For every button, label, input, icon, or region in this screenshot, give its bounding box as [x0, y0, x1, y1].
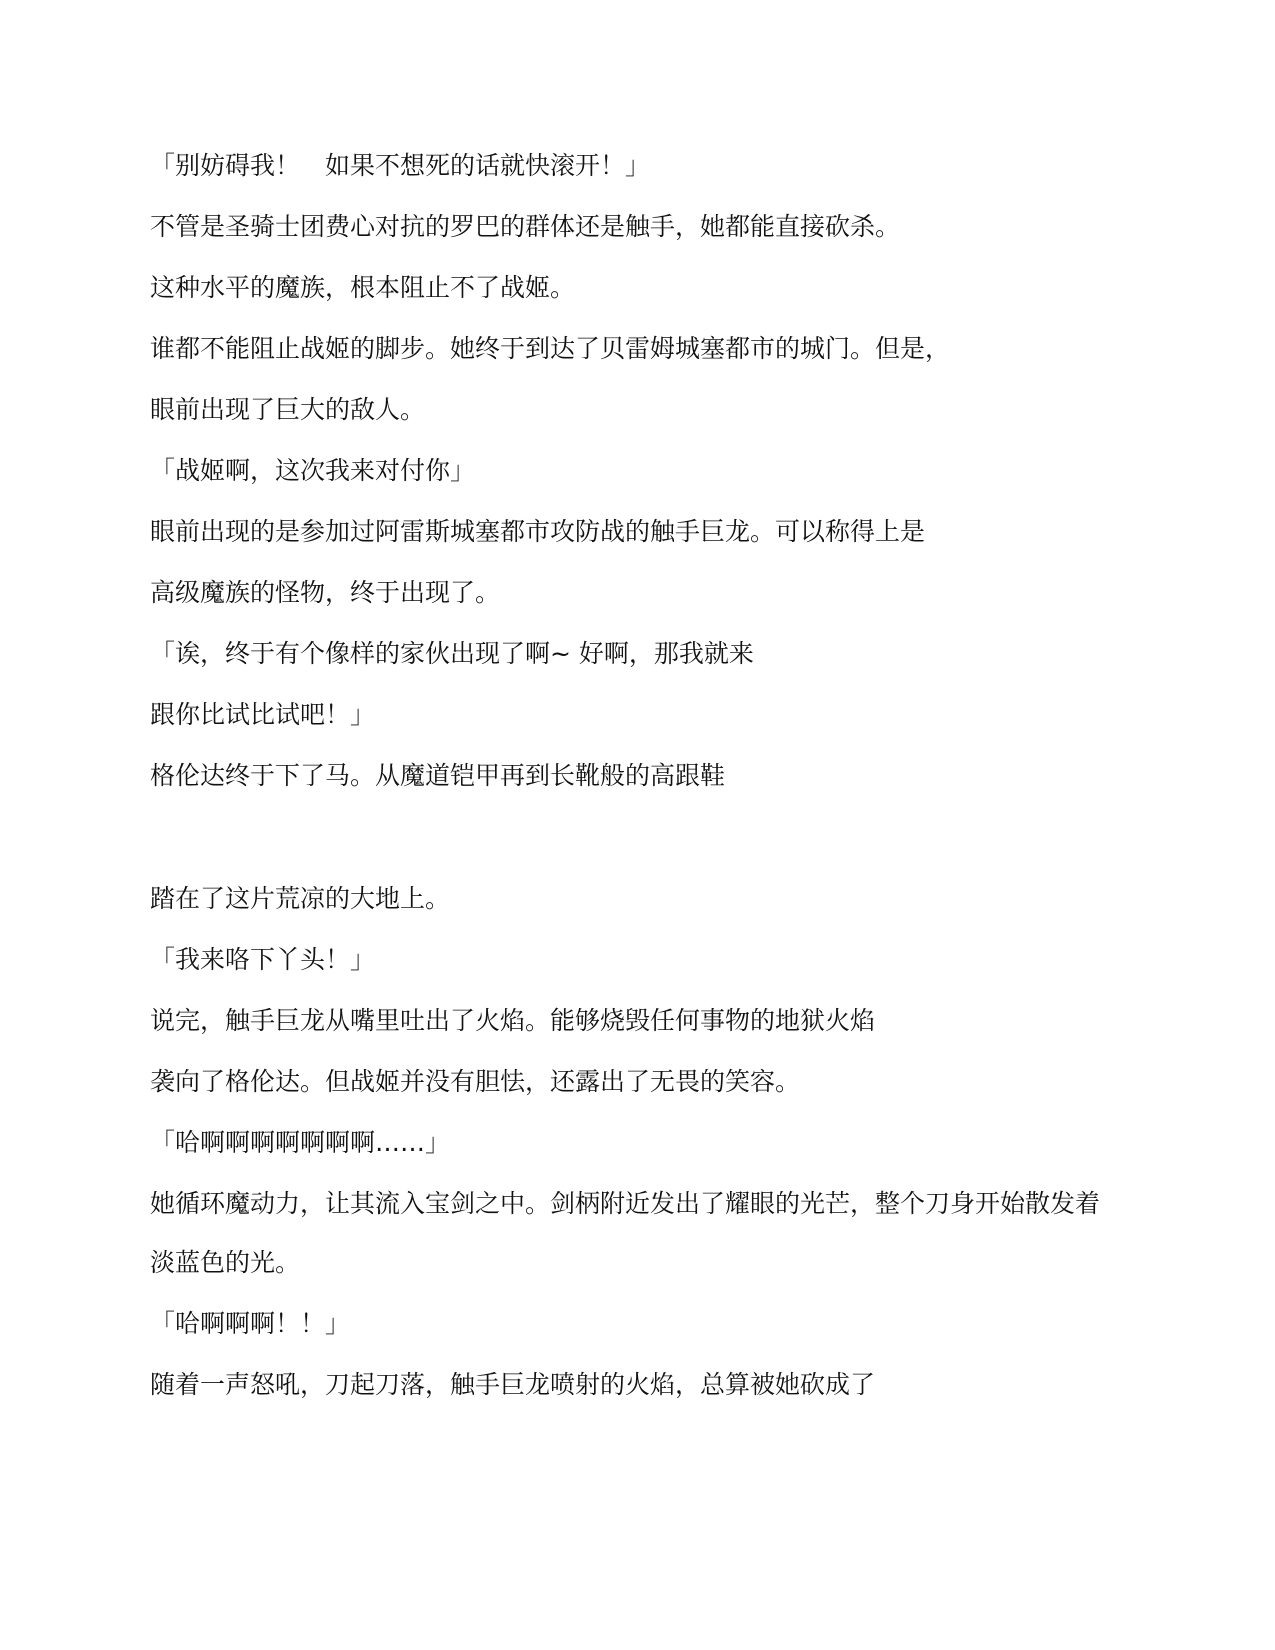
paragraph: 淡蓝色的光。	[150, 1248, 301, 1277]
paragraph: 袭向了格伦达。但战姬并没有胆怯，还露出了无畏的笑容。	[150, 1067, 801, 1096]
paragraph-gap	[150, 819, 1130, 881]
paragraph: 高级魔族的怪物，终于出现了。	[150, 578, 501, 607]
paragraph: 「战姬啊，这次我来对付你」	[150, 456, 476, 485]
paragraph: 眼前出现了巨大的敌人。	[150, 395, 426, 424]
paragraph: 眼前出现的是参加过阿雷斯城塞都市攻防战的触手巨龙。可以称得上是	[150, 517, 926, 546]
paragraph: 「别妨碍我！ 如果不想死的话就快滚开！」	[150, 151, 651, 180]
paragraph: 跟你比试比试吧！」	[150, 700, 376, 729]
paragraph: 随着一声怒吼，刀起刀落，触手巨龙喷射的火焰，总算被她砍成了	[150, 1370, 876, 1399]
text-column	[150, 148, 1130, 1428]
paragraph: 格伦达终于下了马。从魔道铠甲再到长靴般的高跟鞋	[150, 761, 726, 790]
paragraph: 「哈啊啊啊！！」	[150, 1309, 351, 1338]
paragraph: 「我来咯下丫头！」	[150, 945, 376, 974]
paragraph: 这种水平的魔族，根本阻止不了战姬。	[150, 273, 576, 302]
paragraph: 「诶，终于有个像样的家伙出现了啊~ 好啊，那我就来	[150, 639, 754, 668]
paragraph: 说完，触手巨龙从嘴里吐出了火焰。能够烧毁任何事物的地狱火焰	[150, 1006, 876, 1035]
paragraph: 她循环魔动力，让其流入宝剑之中。剑柄附近发出了耀眼的光芒，整个刀身开始散发着	[150, 1189, 1101, 1218]
paragraph: 踏在了这片荒凉的大地上。	[150, 884, 451, 913]
paragraph: 「哈啊啊啊啊啊啊啊……」	[150, 1128, 451, 1157]
paragraph: 谁都不能阻止战姬的脚步。她终于到达了贝雷姆城塞都市的城门。但是，	[150, 334, 951, 363]
paragraph: 不管是圣骑士团费心对抗的罗巴的群体还是触手，她都能直接砍杀。	[150, 212, 901, 241]
